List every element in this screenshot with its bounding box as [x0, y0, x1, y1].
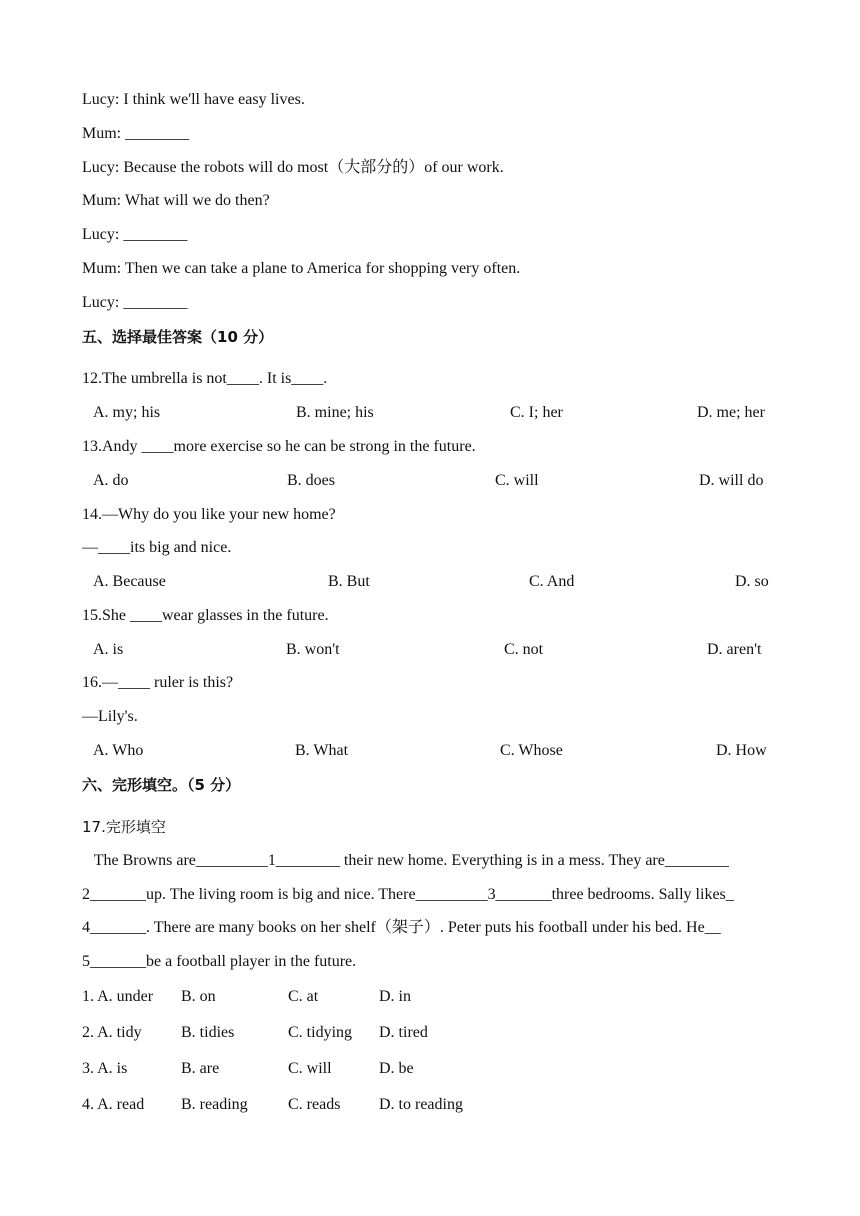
question-stem-answer: —Lily's. — [82, 708, 138, 725]
passage-line: 5_______be a football player in the future. — [82, 953, 357, 970]
choice-item: D. in — [379, 988, 411, 1005]
choice-item: C. at — [288, 988, 319, 1005]
option-c: C. I; her — [510, 404, 563, 421]
question-stem-answer: —____its big and nice. — [82, 539, 232, 556]
option-a: A. my; his — [93, 404, 161, 421]
option-d: D. so — [735, 573, 769, 590]
passage-line: 2_______up. The living room is big and nice. There_________3_______three bedrooms. Sally likes_ — [82, 886, 734, 903]
question-label: 17.完形填空 — [82, 818, 166, 836]
option-d: D. will do — [699, 472, 764, 489]
choice-item: C. reads — [288, 1096, 341, 1113]
passage-line: 4_______. There are many books on her shelf（架子）. Peter puts his football under his bed. He__ — [82, 919, 721, 936]
choice-item: C. tidying — [288, 1024, 353, 1041]
choice-item: B. are — [181, 1060, 220, 1077]
option-a: A. Because — [93, 573, 166, 590]
option-c: C. will — [495, 472, 539, 489]
option-a: A. Who — [93, 742, 144, 759]
choice-item: B. reading — [181, 1096, 248, 1113]
dialogue-line: Lucy: ________ — [82, 294, 188, 311]
choice-item: 4. A. read — [82, 1096, 145, 1113]
section-title: 六、完形填空。（5 分） — [82, 776, 241, 794]
option-c: C. Whose — [500, 742, 563, 759]
dialogue-line: Mum: Then we can take a plane to America for shopping very often. — [82, 260, 521, 277]
choice-item: 1. A. under — [82, 988, 154, 1005]
option-d: D. How — [716, 742, 767, 759]
option-b: B. What — [295, 742, 349, 759]
question-stem: 16.—____ ruler is this? — [82, 674, 234, 691]
option-b: B. won't — [286, 641, 340, 658]
choice-item: D. to reading — [379, 1096, 463, 1113]
option-c: C. And — [529, 573, 575, 590]
choice-item: C. will — [288, 1060, 332, 1077]
option-d: D. me; her — [697, 404, 765, 421]
section-title: 五、选择最佳答案（10 分） — [82, 328, 274, 346]
option-b: B. mine; his — [296, 404, 374, 421]
dialogue-line: Mum: What will we do then? — [82, 192, 270, 209]
choice-item: D. tired — [379, 1024, 428, 1041]
option-a: A. is — [93, 641, 124, 658]
question-stem: 15.She ____wear glasses in the future. — [82, 607, 329, 624]
option-b: B. does — [287, 472, 335, 489]
choice-item: B. on — [181, 988, 216, 1005]
option-b: B. But — [328, 573, 370, 590]
choice-item: B. tidies — [181, 1024, 235, 1041]
option-c: C. not — [504, 641, 544, 658]
question-stem: 12.The umbrella is not____. It is____. — [82, 370, 328, 387]
choice-item: 3. A. is — [82, 1060, 128, 1077]
dialogue-line: Lucy: I think we'll have easy lives. — [82, 91, 305, 108]
dialogue-line: Lucy: Because the robots will do most（大部分的）of our work. — [82, 159, 504, 176]
option-d: D. aren't — [707, 641, 762, 658]
question-stem: 13.Andy ____more exercise so he can be strong in the future. — [82, 438, 476, 455]
passage-line: The Browns are_________1________ their new home. Everything is in a mess. They are________ — [82, 852, 729, 869]
option-a: A. do — [93, 472, 129, 489]
question-stem: 14.—Why do you like your new home? — [82, 506, 336, 523]
choice-item: D. be — [379, 1060, 414, 1077]
choice-item: 2. A. tidy — [82, 1024, 142, 1041]
dialogue-line: Mum: ________ — [82, 125, 190, 142]
dialogue-line: Lucy: ________ — [82, 226, 188, 243]
